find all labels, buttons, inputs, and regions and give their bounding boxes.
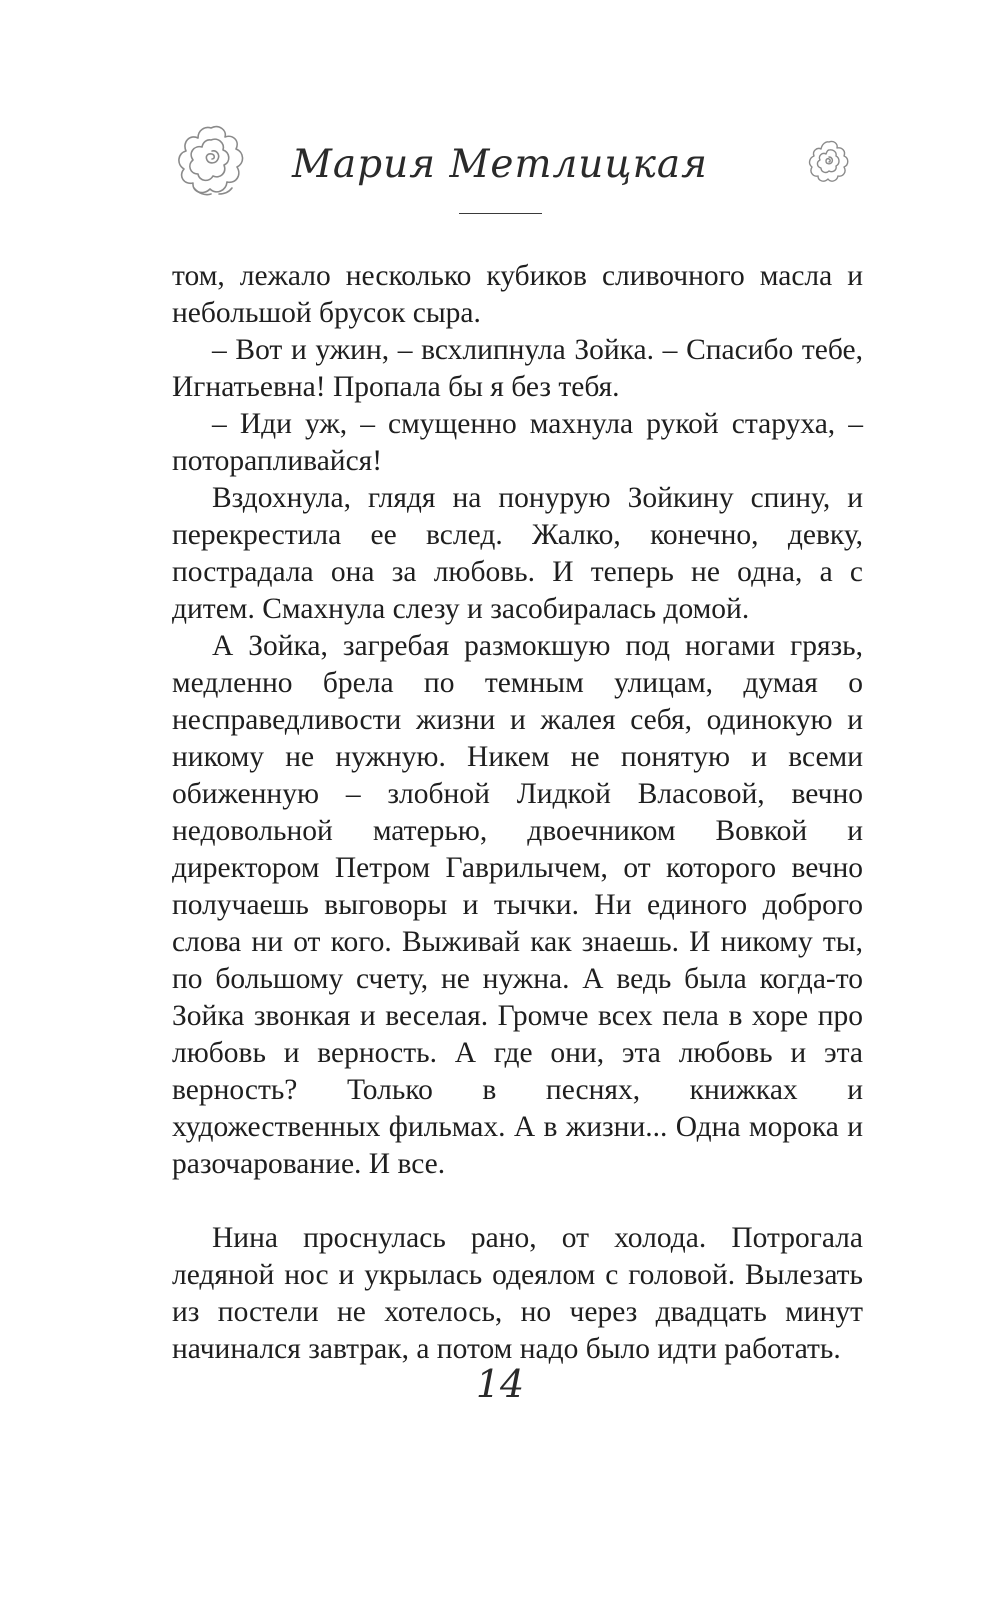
rose-ornament-icon: [806, 138, 852, 184]
paragraph: Вздохнула, глядя на понурую Зойкину спину, и перекрестила ее вслед. Жалко, конечно, девку, пострадала она за любовь. И теперь не одна, а с дитем. Смахнула слезу и засобиралась домой.: [172, 482, 863, 625]
page-header: [0, 118, 1000, 258]
page-number: 14: [475, 1362, 525, 1406]
paragraph-continued: том, лежало несколько кубиков сливочного масла и небольшой брусок сыра.: [172, 260, 863, 329]
paragraph-section-start: Нина проснулась рано, от холода. Потрогала ледяной нос и укрылась одеялом с головой. Вылезать из постели не хотелось, но через двадцать минут начинался завтрак, а потом надо было идти работать.: [172, 1222, 863, 1365]
body-text: [172, 258, 863, 1368]
paragraph-dialogue: – Вот и ужин, – всхлипнула Зойка. – Спасибо тебе, Игнатьевна! Пропала бы я без тебя.: [172, 334, 863, 403]
running-title: Мария Метлицкая: [291, 142, 708, 187]
paragraph: А Зойка, загребая размокшую под ногами грязь, медленно брела по темным улицам, думая о несправедливости жизни и жалея себя, одинокую и никому не нужную. Никем не понятую и всеми обиженную – злобной Лидкой Власовой, вечно недовольной матерью, двоечником Вовкой и директором Петром Гаврилычем, от которого вечно получаешь выговоры и тычки. Ни единого доброго слова ни от кого. Выживай как знаешь. И никому ты, по большому счету, не нужна. А ведь была когда-то Зойка звонкая и веселая. Громче всех пела в хоре про любовь и верность. А где они, эта любовь и эта верность? Только в песнях, книжках и художественных фильмах. А в жизни... Одна морока и разочарование. И все.: [172, 630, 863, 1180]
header-divider: [459, 213, 542, 214]
paragraph-dialogue: – Иди уж, – смущенно махнула рукой старуха, – поторапливайся!: [172, 408, 863, 477]
